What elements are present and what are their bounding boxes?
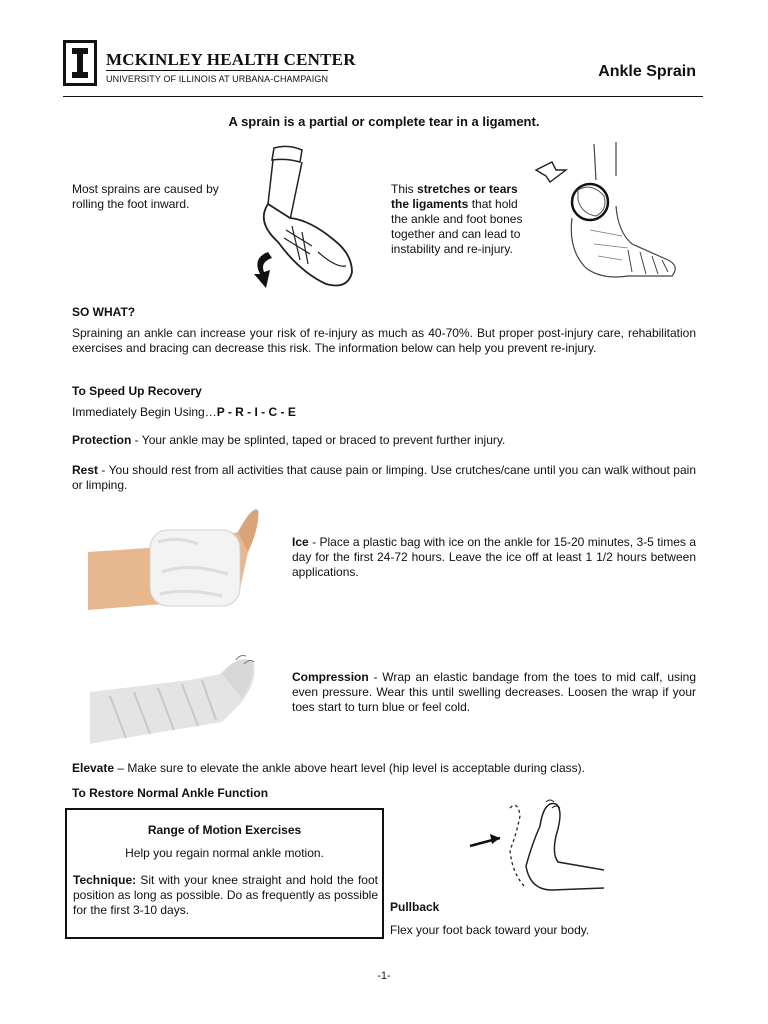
protection-text: Protection - Your ankle may be splinted, taped or braced to prevent further injury. [72, 433, 506, 447]
header-divider [63, 96, 703, 97]
restore-heading: To Restore Normal Ankle Function [72, 786, 269, 800]
elevate-text: Elevate – Make sure to elevate the ankle above heart level (hip level is acceptable during class). [72, 761, 585, 775]
pullback-title: Pullback [390, 900, 440, 914]
box-subtitle: Help you regain normal ankle motion. [125, 846, 324, 860]
page-number: -1- [377, 970, 391, 982]
box-title: Range of Motion Exercises [147, 823, 302, 837]
price-intro: Immediately Begin Using…P - R - I - C - E [72, 405, 296, 419]
headline: A sprain is a partial or complete tear in a ligament. [228, 114, 540, 129]
technique-text: Technique: Sit with your knee straight and hold the foot position as long as possible. Do as frequently as possible for the first 3-10 days. [73, 873, 378, 917]
intro-left-text: Most sprains are caused by rolling the foot inward. [72, 182, 219, 211]
rest-text: Rest - You should rest from all activities that cause pain or limping. Use crutches/cane until you can walk without pain or limping. [72, 463, 696, 492]
org-subtitle: UNIVERSITY OF ILLINOIS AT URBANA-CHAMPAIGN [106, 74, 329, 84]
ankle-ligament-illustration [532, 140, 684, 288]
ice-pack-photo [88, 502, 264, 614]
university-logo [63, 40, 97, 86]
document-title: Ankle Sprain [598, 63, 696, 80]
pullback-exercise-illustration [466, 796, 608, 898]
org-name: MCKINLEY HEALTH CENTER [106, 50, 356, 69]
range-of-motion-box [65, 808, 384, 939]
pullback-text: Flex your foot back toward your body. [390, 923, 590, 937]
ice-text: Ice - Place a plastic bag with ice on the ankle for 15-20 minutes, 3-5 times a day for the first 24-72 hours. Leave the ice off at least 1 1/2 hours between applications. [292, 535, 696, 579]
block-i-icon [72, 48, 88, 78]
compression-text: Compression - Wrap an elastic bandage from the toes to mid calf, using even pressure. Wear this until swelling decreases. Loosen the wrap if your toes start to turn blue or feel cold. [292, 670, 696, 714]
so-what-body: Spraining an ankle can increase your risk of re-injury as much as 40-70%. But proper post-injury care, rehabilitation exercises and bracing can decrease this risk. The information below can help you prevent re-injury. [72, 326, 696, 355]
org-divider [106, 70, 328, 71]
intro-right-text: This stretches or tears the ligaments that hold the ankle and foot bones together and can lead to instability and re-injury. [391, 182, 523, 256]
recovery-heading: To Speed Up Recovery [72, 384, 202, 398]
so-what-heading: SO WHAT? [72, 305, 136, 319]
rolled-foot-illustration [248, 142, 360, 292]
compression-wrap-photo [90, 648, 258, 744]
